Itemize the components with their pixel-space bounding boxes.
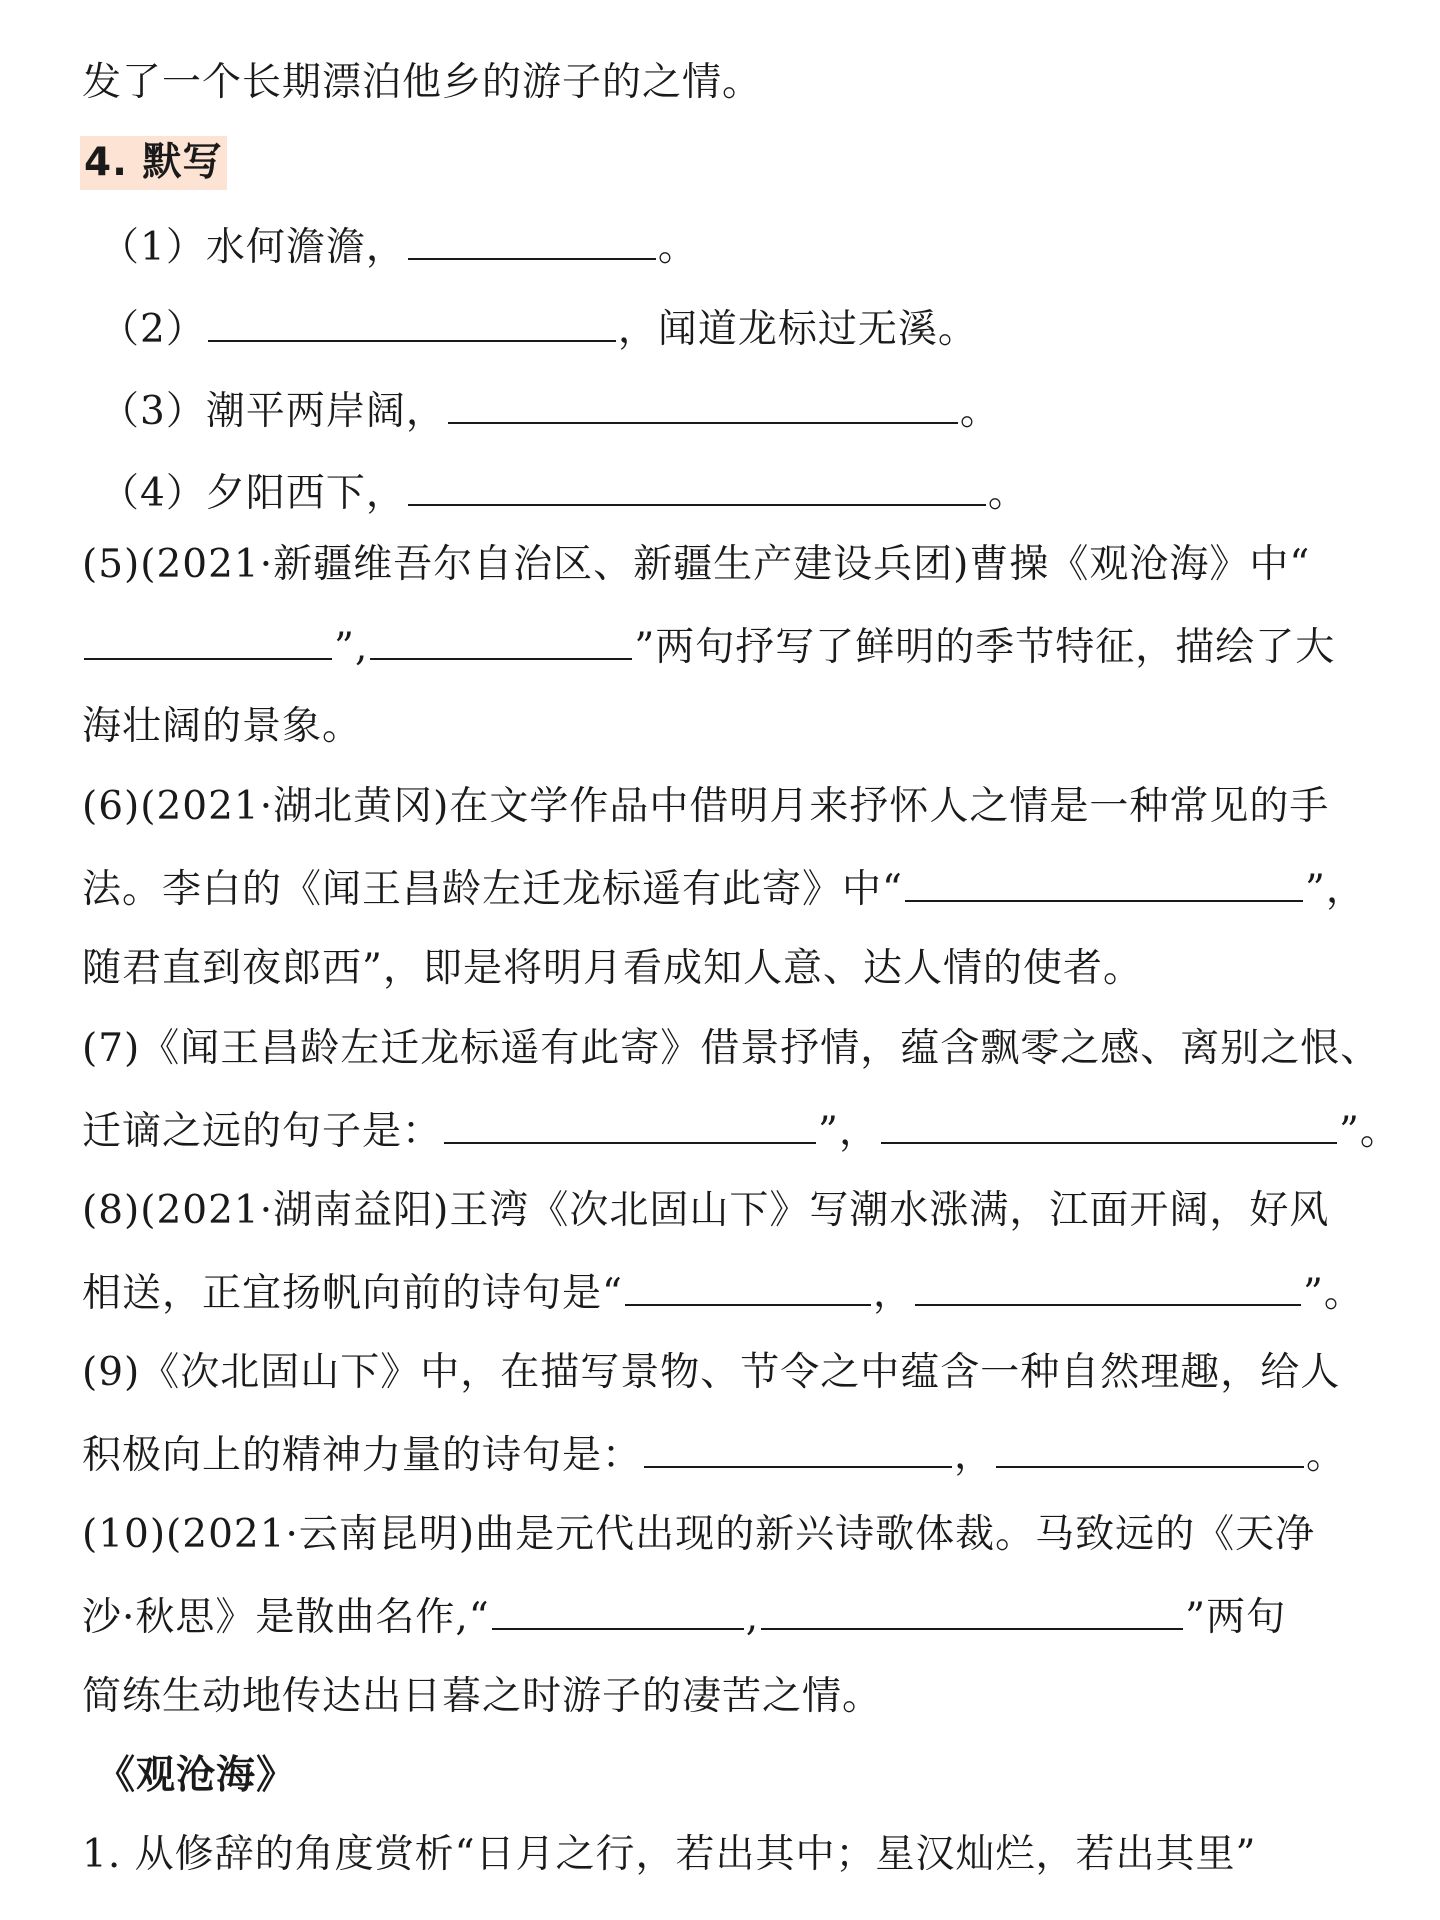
question-text: (7)《闻王昌龄左迁龙标遥有此寄》借景抒情，蕴含飘零之感、离别之恨、 [82, 1026, 1381, 1071]
question-text: ， [954, 1433, 995, 1478]
section-heading [80, 136, 227, 190]
question-8 [82, 1184, 1329, 1238]
answer-blank[interactable] [370, 620, 632, 660]
question-text: ”, [334, 625, 369, 670]
answer-blank[interactable] [208, 302, 616, 342]
question-text: ”两句 [1185, 1595, 1287, 1640]
question-7-continued [82, 1104, 1400, 1158]
question-text: (5)(2021·新疆维吾尔自治区、新疆生产建设兵团)曹操《观沧海》中“ [82, 542, 1311, 587]
question-text: ”。 [1302, 1271, 1364, 1316]
question-text: ”， [1304, 867, 1366, 912]
question-5 [82, 538, 1310, 592]
question-text: 积极向上的精神力量的诗句是： [82, 1433, 643, 1478]
question-text: 。 [987, 471, 1028, 516]
question-text: （1）水何澹澹， [100, 225, 406, 270]
answer-blank[interactable] [761, 1590, 1183, 1630]
question-text: 迁谪之远的句子是： [82, 1109, 443, 1154]
paragraph-text: 发了一个长期漂泊他乡的游子的之情。 [82, 60, 763, 105]
question-text: (9)《次北固山下》中，在描写景物、节令之中蕴含一种自然理趣，给人 [82, 1350, 1341, 1395]
question-text: 。 [657, 225, 698, 270]
question-6-continued [82, 862, 1366, 916]
question-5-continued [82, 620, 1335, 674]
question-text: ”。 [1338, 1109, 1400, 1154]
question-text: 1. 从修辞的角度赏析“日月之行，若出其中；星汉灿烂，若出其里” [82, 1832, 1257, 1877]
question-9 [82, 1346, 1340, 1400]
answer-blank[interactable] [408, 466, 986, 506]
question-text: (10)(2021·云南昆明)曲是元代出现的新兴诗歌体裁。马致远的《天净 [82, 1512, 1316, 1557]
question-text: （4）夕阳西下， [100, 471, 406, 516]
question-9-continued [82, 1428, 1346, 1482]
answer-blank[interactable] [915, 1266, 1301, 1306]
question-text: 海壮阔的景象。 [82, 704, 363, 749]
answer-blank[interactable] [644, 1428, 952, 1468]
question-8-continued [82, 1266, 1364, 1320]
question-text: （2） [100, 307, 206, 352]
question-10-continued [82, 1590, 1286, 1644]
question-text: ”两句抒写了鲜明的季节特征，描绘了大 [634, 625, 1336, 670]
answer-blank[interactable] [625, 1266, 871, 1306]
question-text: 随君直到夜郎西”，即是将明月看成知人意、达人情的使者。 [82, 946, 1143, 991]
answer-blank[interactable] [408, 220, 656, 260]
question-appreciation-1 [82, 1828, 1256, 1882]
subheading-text: 《观沧海》 [96, 1752, 297, 1798]
question-6-continued [82, 942, 1143, 996]
text-line [82, 56, 762, 110]
question-text: ，闻道龙标过无溪。 [617, 307, 978, 352]
answer-blank[interactable] [905, 862, 1303, 902]
question-text: 。 [1306, 1433, 1347, 1478]
answer-blank[interactable] [996, 1428, 1304, 1468]
heading-text: 4. 默写 [84, 140, 223, 185]
question-4 [100, 466, 1028, 520]
section-subheading [96, 1748, 296, 1802]
question-6 [82, 780, 1329, 834]
question-1 [100, 220, 698, 274]
answer-blank[interactable] [444, 1104, 816, 1144]
question-text: 法。李白的《闻王昌龄左迁龙标遥有此寄》中“ [82, 867, 903, 912]
question-3 [100, 384, 1000, 438]
question-text: 简练生动地传达出日暮之时游子的凄苦之情。 [82, 1674, 883, 1719]
question-text: (6)(2021·湖北黄冈)在文学作品中借明月来抒怀人之情是一种常见的手 [82, 784, 1330, 829]
question-10-continued [82, 1670, 882, 1724]
answer-blank[interactable] [448, 384, 958, 424]
question-text: ”， [818, 1109, 879, 1154]
question-text: （3）潮平两岸阔， [100, 389, 446, 434]
question-text: (8)(2021·湖南益阳)王湾《次北固山下》写潮水涨满，江面开阔，好风 [82, 1188, 1330, 1233]
answer-blank[interactable] [84, 620, 332, 660]
question-10 [82, 1508, 1315, 1562]
question-7 [82, 1022, 1380, 1076]
question-text: 沙·秋思》是散曲名作,“ [82, 1595, 490, 1640]
answer-blank[interactable] [881, 1104, 1337, 1144]
question-text: , [745, 1595, 760, 1640]
question-text: 。 [959, 389, 1000, 434]
question-5-continued [82, 700, 362, 754]
question-2 [100, 302, 978, 356]
question-text: ， [872, 1271, 913, 1316]
question-text: 相送，正宜扬帆向前的诗句是“ [82, 1271, 623, 1316]
answer-blank[interactable] [492, 1590, 744, 1630]
